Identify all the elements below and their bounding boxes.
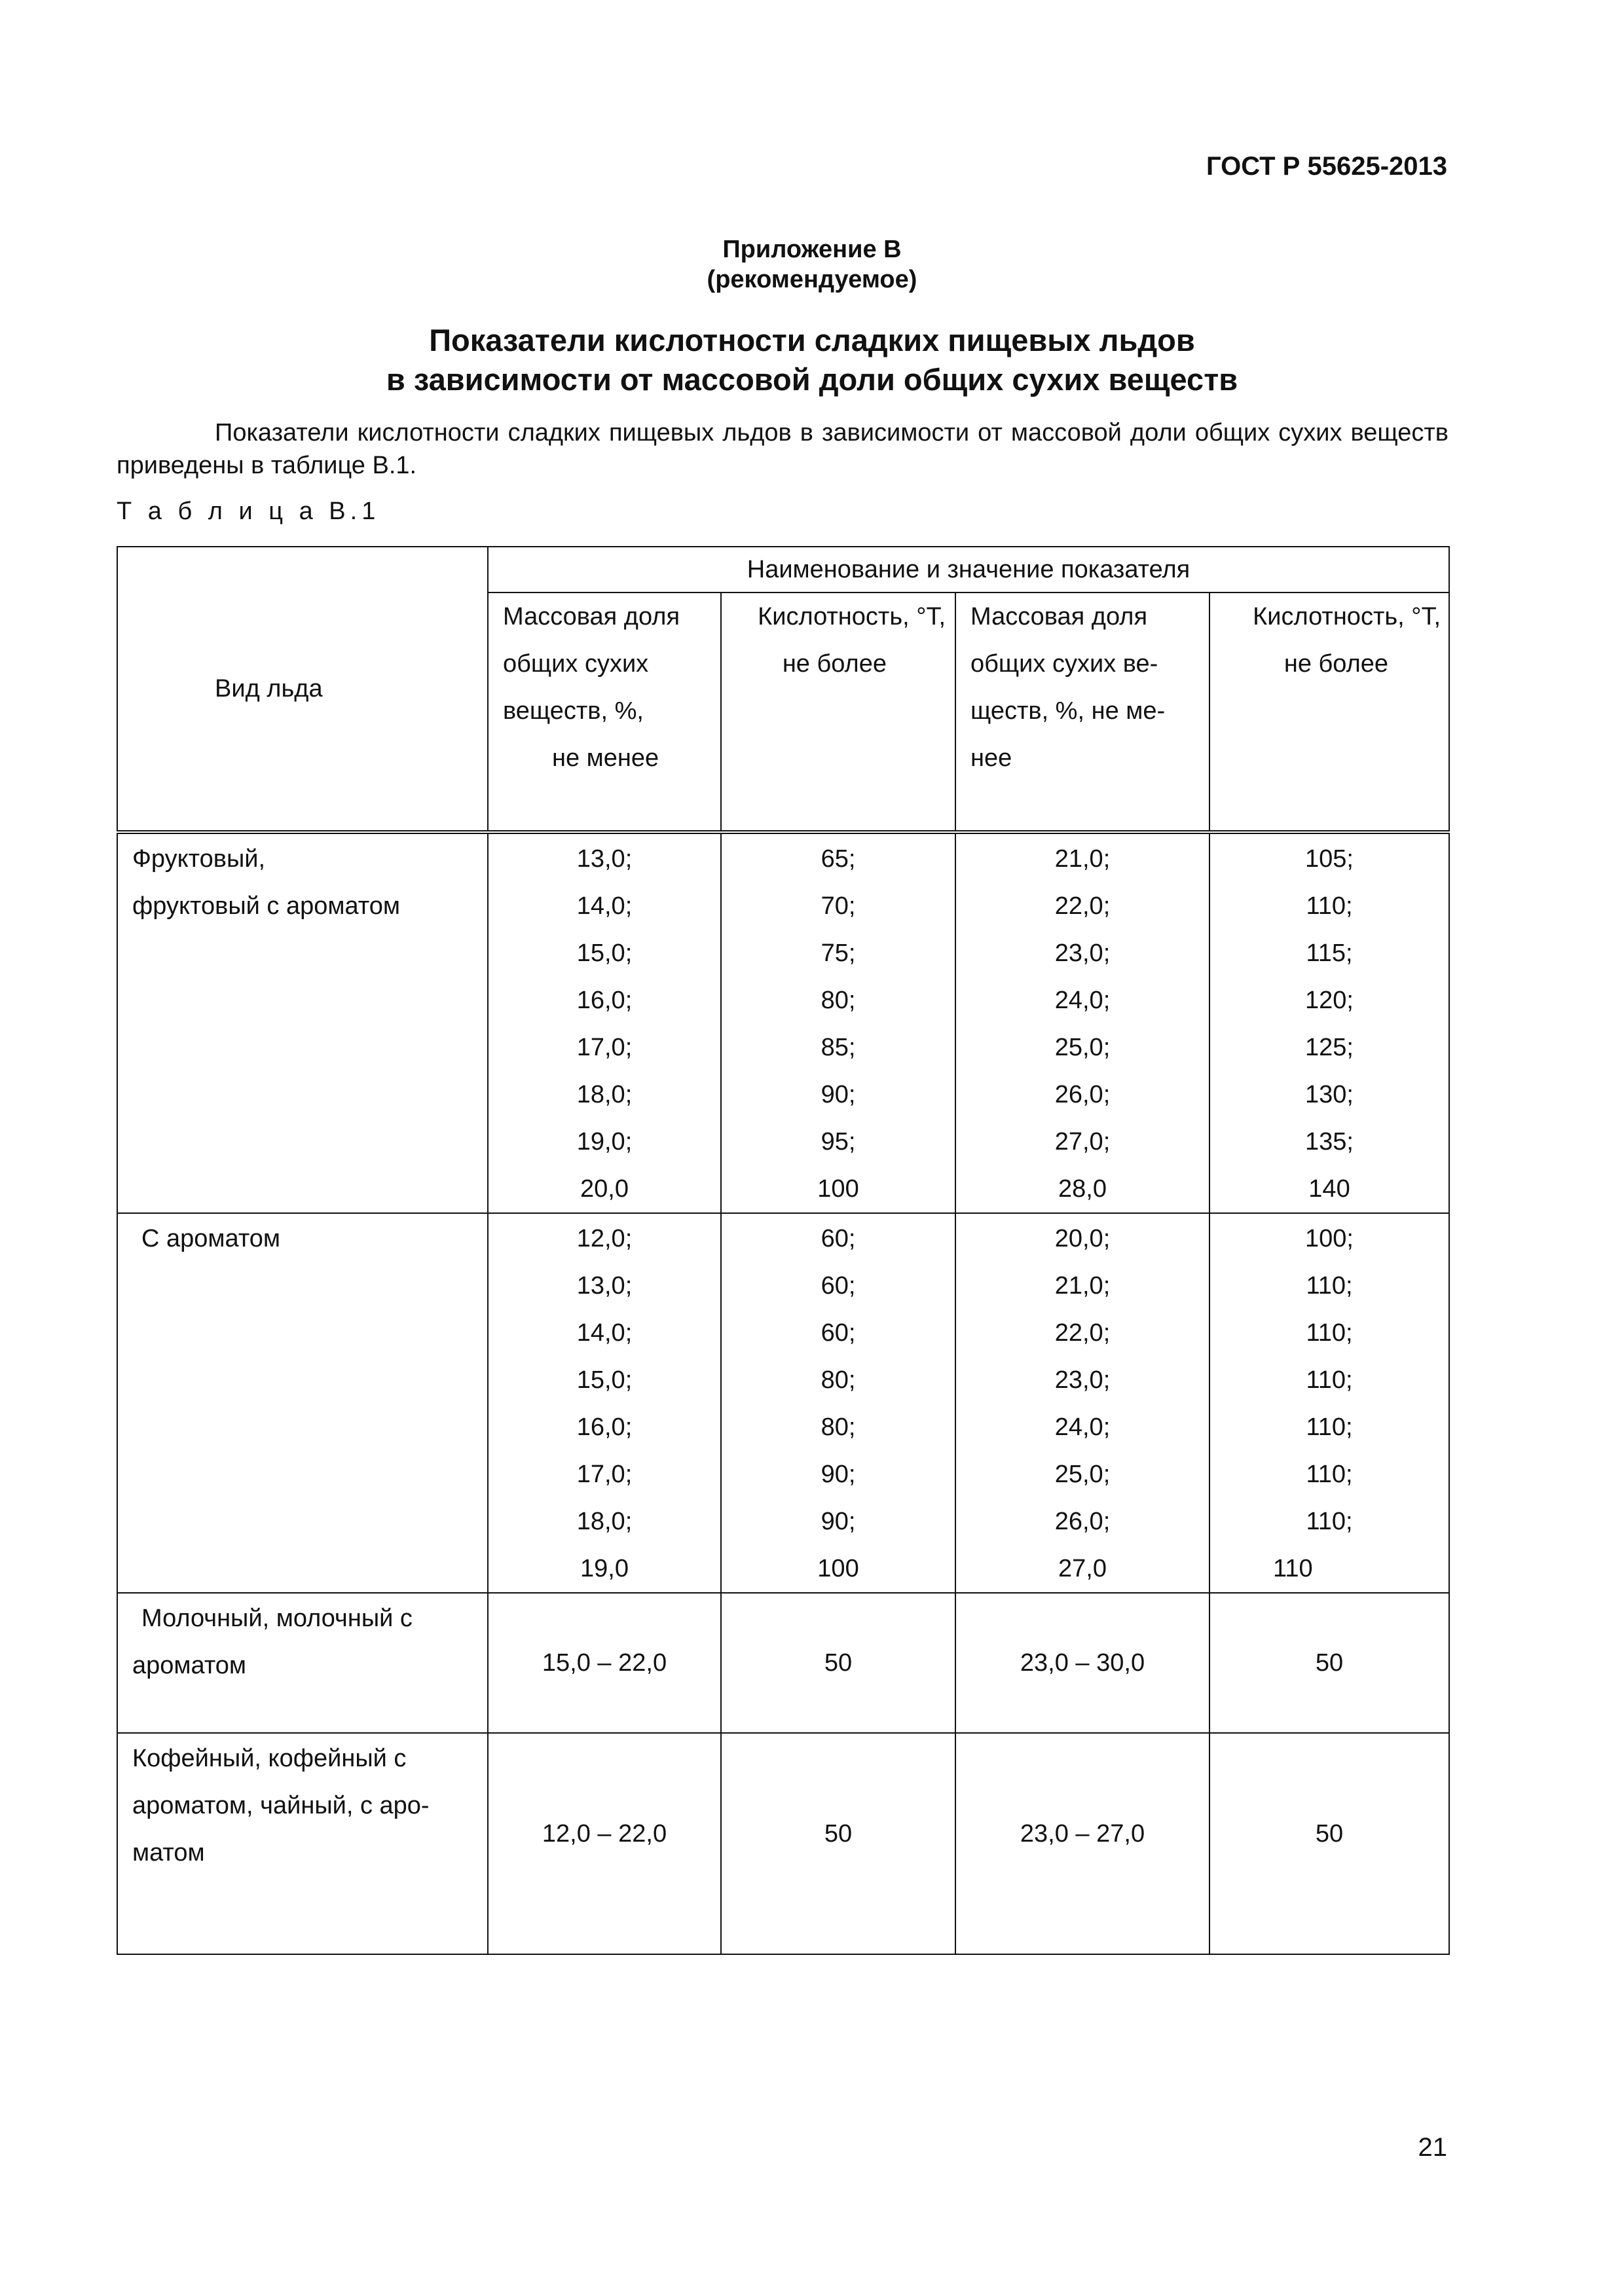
row-name: Молочный, молочный с ароматом (117, 1593, 488, 1733)
col-header-acid-2: Кислотность, °Т, не более (1209, 592, 1449, 832)
intro-paragraph: Показатели кислотности сладких пищевых льдов в зависимости от массовой доли общих сухих веществ приведены в таблице В.1. (117, 419, 1449, 479)
acid-1-value: 50 (721, 1733, 955, 1954)
col-header-mass-1: Массовая доля общих сухих веществ, %, не менее (488, 592, 721, 832)
row-name: Кофейный, кофейный с ароматом, чайный, с аро- матом (117, 1733, 488, 1954)
table-row (117, 832, 1449, 1213)
mass-1-values: 12,0; 13,0; 14,0; 15,0; 16,0; 17,0; 18,0; 19,0 (488, 1213, 721, 1593)
mass-2-values: 21,0; 22,0; 23,0; 24,0; 25,0; 26,0; 27,0; 28,0 (955, 832, 1209, 1213)
vid-header: Вид льда (117, 547, 488, 832)
standard-number: ГОСТ Р 55625-2013 (1206, 152, 1447, 181)
table-row (117, 1213, 1449, 1593)
table-row (117, 1733, 1449, 1954)
acid-1-value: 50 (721, 1593, 955, 1733)
acid-2-values: 100; 110; 110; 110; 110; 110; 110; 110 (1209, 1213, 1449, 1593)
col-header-acid-1: Кислотность, °Т, не более (721, 592, 955, 832)
acid-2-value: 50 (1209, 1733, 1449, 1954)
appendix-label: Приложение В (722, 236, 902, 263)
table-row (117, 1593, 1449, 1733)
mass-2-values: 20,0; 21,0; 22,0; 23,0; 24,0; 25,0; 26,0; 27,0 (955, 1213, 1209, 1593)
col-header-mass-2: Массовая доля общих сухих ве- ществ, %, не ме- нее (955, 592, 1209, 832)
group-header: Наименование и значение показателя (488, 547, 1449, 592)
acid-2-value: 50 (1209, 1593, 1449, 1733)
acid-1-values: 60; 60; 60; 80; 80; 90; 90; 100 (721, 1213, 955, 1593)
section-title-line-1: Показатели кислотности сладких пищевых льдов (429, 323, 1195, 357)
mass-1-range: 12,0 – 22,0 (488, 1733, 721, 1954)
row-name: С ароматом (117, 1213, 488, 1593)
mass-1-range: 15,0 – 22,0 (488, 1593, 721, 1733)
row-name: Фруктовый, фруктовый с ароматом (117, 832, 488, 1213)
acid-2-values: 105; 110; 115; 120; 125; 130; 135; 140 (1209, 832, 1449, 1213)
appendix-status: (рекомендуемое) (707, 266, 917, 293)
acid-1-values: 65; 70; 75; 80; 85; 90; 95; 100 (721, 832, 955, 1213)
section-title-line-2: в зависимости от массовой доли общих сухих веществ (386, 362, 1238, 397)
table-caption: Т а б л и ц а В.1 (117, 498, 380, 525)
mass-2-range: 23,0 – 30,0 (955, 1593, 1209, 1733)
mass-1-values: 13,0; 14,0; 15,0; 16,0; 17,0; 18,0; 19,0; 20,0 (488, 832, 721, 1213)
acidity-table (117, 546, 1450, 1955)
page-number: 21 (1418, 2133, 1447, 2162)
mass-2-range: 23,0 – 27,0 (955, 1733, 1209, 1954)
